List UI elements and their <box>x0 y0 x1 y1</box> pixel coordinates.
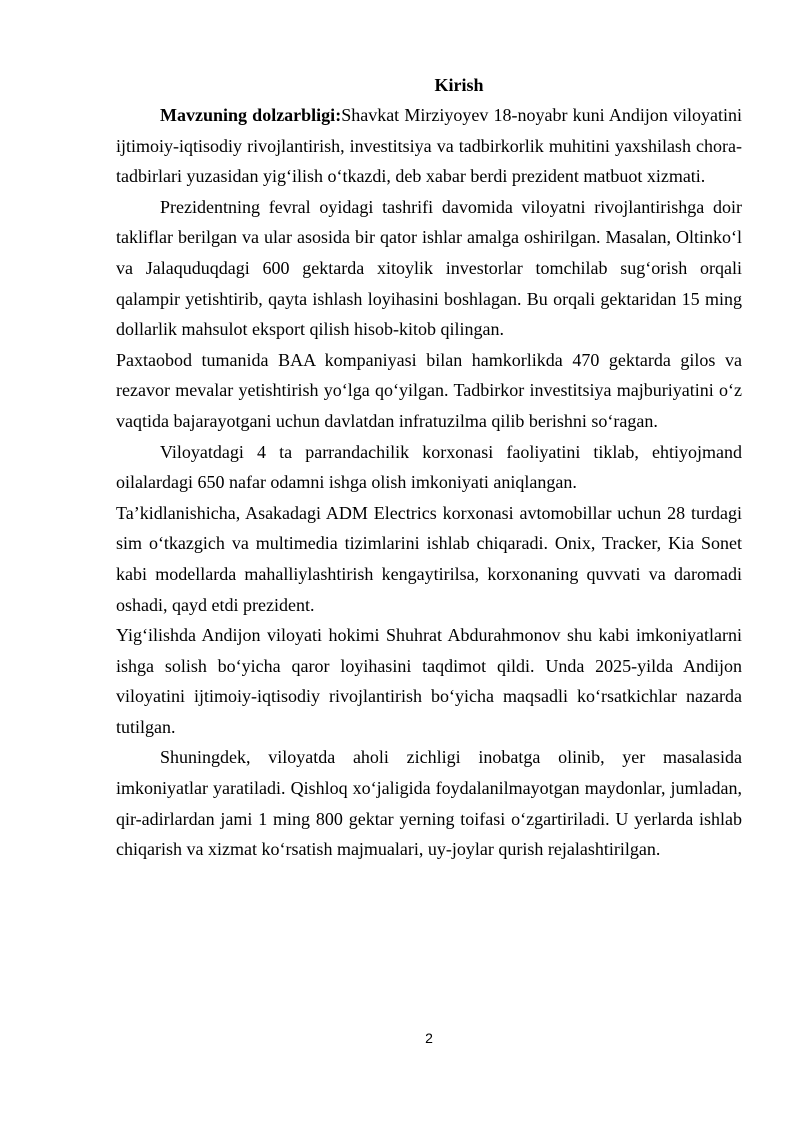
paragraph: Paxtaobod tumanida BAA kompaniyasi bilan hamkorlikda 470 gektarda gilos va rezavor mevalar yetishtirish yo‘lga qo‘yilgan. Tadbirkor investitsiya majburiyatini o‘z vaqtida bajarayotgani uchun davlatdan infratuzilma qilib berishni so‘ragan. <box>116 349 742 431</box>
lead-label: Mavzuning dolzarbligi: <box>160 105 342 125</box>
paragraph: Prezidentning fevral oyidagi tashrifi davomida viloyatni rivojlantirishga doir takliflar berilgan va ular asosida bir qator ishlar amalga oshirilgan. Masalan, Oltinko‘l va Jalaquduqdagi 600 gektarda xitoylik investorlar tomchilab sug‘orish orqali qalampir yetishtirib, qayta ishlash loyihasini boshlagan. Bu orqali gektaridan 15 ming dollarlik mahsulot eksport qilish hisob-kitob qilingan. <box>116 196 742 340</box>
paragraph: Ta’kidlanishicha, Asakadagi ADM Electrics korxonasi avtomobillar uchun 28 turdagi sim o‘tkazgich va multimedia tizimlarini ishlab chiqaradi. Onix, Tracker, Kia Sonet kabi modellarda mahalliylashtirish kengaytirilsa, korxonaning quvvati va daromadi oshadi, qayd etdi prezident. <box>116 502 742 615</box>
paragraph-relevance <box>116 100 742 192</box>
document-page <box>116 72 742 865</box>
paragraph: Shuningdek, viloyatda aholi zichligi inobatga olinib, yer masalasida imkoniyatlar yaratiladi. Qishloq xo‘jaligida foydalanilmayotgan maydonlar, jumladan, qir-adirlardan jami 1 ming 800 gektar yerning toifasi o‘zgartiriladi. U yerlarda ishlab chiqarish va xizmat ko‘rsatish majmualari, uy-joylar qurish rejalashtirilgan. <box>116 747 742 860</box>
paragraph-text: Shavkat Mirziyoyev 18-noyabr kuni Andijon viloyatini ijtimoiy-iqtisodiy rivojlantirish, investitsiya va tadbirkorlik muhitini yaxshilash chora-tadbirlari yuzasidan yig‘ilish o‘tkazdi, deb xabar berdi prezident matbuot xizmati. <box>116 105 742 187</box>
paragraph: Yig‘ilishda Andijon viloyati hokimi Shuhrat Abdurahmonov shu kabi imkoniyatlarni ishga solish bo‘yicha qaror loyihasini taqdimot qildi. Unda 2025-yilda Andijon viloyatini ijtimoiy-iqtisodiy rivojlantirish bo‘yicha maqsadli ko‘rsatkichlar nazarda tutilgan. <box>116 625 742 737</box>
paragraph: Viloyatdagi 4 ta parrandachilik korxonasi faoliyatini tiklab, ehtiyojmand oilalardagi 650 nafar odamni ishga olish imkoniyati aniqlangan. <box>116 441 742 493</box>
page-number: 2 <box>425 1030 433 1046</box>
section-title: Kirish <box>434 75 484 95</box>
